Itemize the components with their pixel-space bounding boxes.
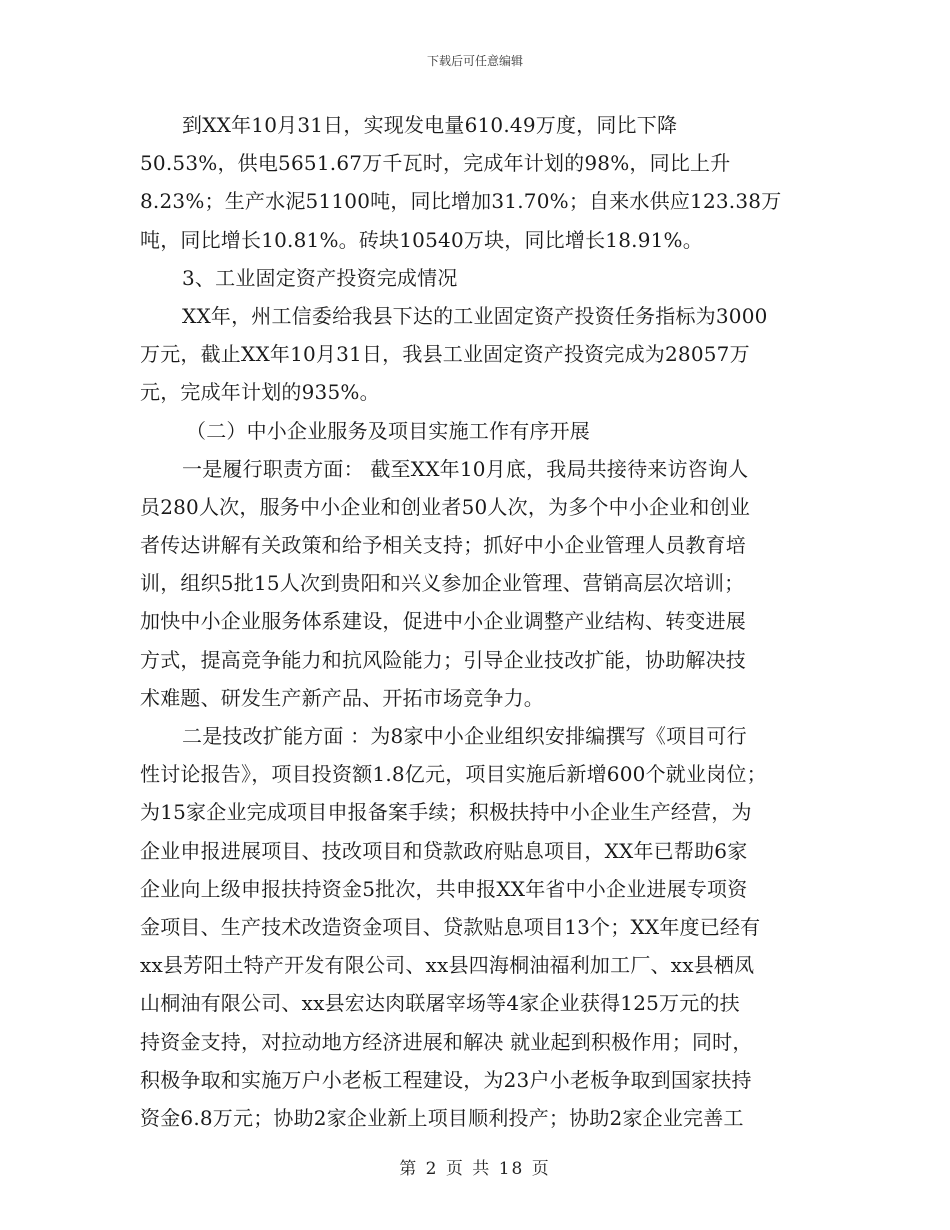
body-line: 企业申报进展项目、技改项目和贷款政府贴息项目，XX年已帮助6家 bbox=[140, 838, 748, 863]
section-heading: 3、工业固定资产投资完成情况 bbox=[182, 265, 458, 290]
body-line: xx县芳阳土特产开发有限公司、xx县四海桐油福利加工厂、xx县栖凤 bbox=[140, 953, 755, 978]
body-line: 吨，同比增长10.81%。砖块10540万块，同比增长18.91%。 bbox=[140, 227, 703, 252]
body-line: 8.23%；生产水泥51100吨，同比增加31.70%；自来水供应123.38万 bbox=[140, 189, 782, 214]
body-line: 山桐油有限公司、xx县宏达肉联屠宰场等4家企业获得125万元的扶 bbox=[140, 991, 740, 1016]
document-body bbox=[140, 106, 820, 1137]
body-line: 金项目、生产技术改造资金项目、贷款贴息项目13个；XX年度已经有 bbox=[140, 914, 761, 939]
body-line: 性讨论报告》，项目投资额1.8亿元，项目实施后新增600个就业岗位； bbox=[140, 762, 767, 787]
body-line: 万元，截止XX年10月31日，我县工业固定资产投资完成为28057万 bbox=[140, 342, 750, 367]
body-line: 员280人次，服务中小企业和创业者50人次，为多个中小企业和创业 bbox=[140, 494, 751, 519]
body-line: 加快中小企业服务体系建设，促进中小企业调整产业结构、转变进展 bbox=[140, 609, 746, 634]
page-header: 下载后可任意编辑 bbox=[426, 54, 523, 68]
section-heading: （二）中小企业服务及项目实施工作有序开展 bbox=[186, 418, 590, 443]
body-line: 50.53%，供电5651.67万千瓦时，完成年计划的98%，同比上升 bbox=[140, 151, 731, 176]
body-line: XX年，州工信委给我县下达的工业固定资产投资任务指标为3000 bbox=[182, 303, 768, 328]
page-number: 第 2 页 共 18 页 bbox=[399, 1159, 551, 1179]
body-line: 到XX年10月31日，实现发电量610.49万度，同比下降 bbox=[182, 113, 678, 137]
body-line: 一是履行职责方面： 截至XX年10月底，我局共接待来访咨询人 bbox=[182, 456, 749, 481]
body-line: 元，完成年计划的935%。 bbox=[140, 380, 380, 405]
body-line: 训，组织5批15人次到贵阳和兴义参加企业管理、营销高层次培训； bbox=[140, 571, 745, 596]
body-line: 术难题、研发生产新产品、开拓市场竞争力。 bbox=[140, 685, 544, 710]
body-line: 持资金支持，对拉动地方经济进展和解决 就业起到积极作用；同时， bbox=[140, 1029, 753, 1054]
body-line: 资金6.8万元；协助2家企业新上项目顺利投产；协助2家企业完善工 bbox=[140, 1105, 744, 1130]
body-line: 积极争取和实施万户小老板工程建设，为23户小老板争取到国家扶持 bbox=[140, 1067, 752, 1092]
body-line: 企业向上级申报扶持资金5批次，共申报XX年省中小企业进展专项资 bbox=[140, 876, 748, 901]
body-line: 二是技改扩能方面 ：为8家中小企业组织安排编撰写《项目可行 bbox=[182, 724, 747, 748]
body-line: 为15家企业完成项目申报备案手续；积极扶持中小企业生产经营，为 bbox=[140, 800, 752, 825]
body-line: 者传达讲解有关政策和给予相关支持；抓好中小企业管理人员教育培 bbox=[140, 533, 746, 558]
body-line: 方式，提高竞争能力和抗风险能力；引导企业技改扩能，协助解决技 bbox=[140, 647, 746, 672]
